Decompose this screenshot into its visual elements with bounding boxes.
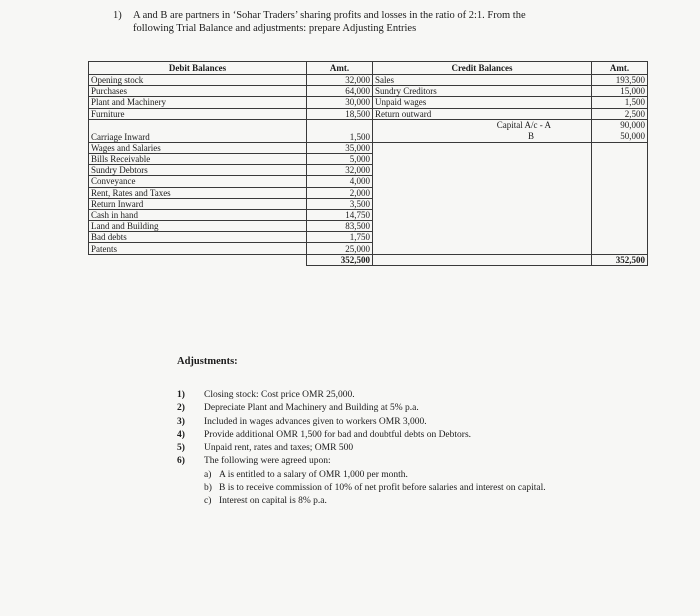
capital-a-label: Capital A/c - A bbox=[496, 119, 551, 130]
table-row bbox=[89, 153, 648, 164]
list-item bbox=[177, 429, 607, 442]
item-number: 6) bbox=[177, 456, 185, 467]
table-row bbox=[89, 97, 648, 108]
debit-label: Plant and Machinery bbox=[89, 97, 307, 108]
item-number: 4) bbox=[177, 429, 185, 440]
table-row bbox=[89, 86, 648, 97]
table-row bbox=[89, 187, 648, 198]
item-number: 5) bbox=[177, 443, 185, 454]
debit-amount: 3,500 bbox=[307, 198, 373, 209]
question-line-1: A and B are partners in ‘Sohar Traders’ sharing profits and losses in the ratio of 2:1. From the bbox=[133, 10, 526, 21]
table-header-row bbox=[89, 62, 648, 75]
table-row bbox=[89, 221, 648, 232]
debit-amount: 5,000 bbox=[307, 153, 373, 164]
debit-label: Opening stock bbox=[89, 75, 307, 86]
credit-amount-header: Amt. bbox=[592, 62, 648, 75]
capital-b-amount: 50,000 bbox=[620, 130, 645, 141]
debit-label: Bills Receivable bbox=[89, 153, 307, 164]
total-credit: 352,500 bbox=[592, 254, 648, 265]
credit-label: Return outward bbox=[373, 108, 592, 119]
debit-amount: 32,000 bbox=[307, 165, 373, 176]
adjustments-title: Adjustments: bbox=[177, 356, 238, 367]
debit-amount: 1,750 bbox=[307, 232, 373, 243]
sub-list-item bbox=[177, 469, 607, 482]
table-row bbox=[89, 176, 648, 187]
list-item bbox=[177, 442, 607, 455]
table-row bbox=[89, 243, 648, 254]
sub-item-text: A is entitled to a salary of OMR 1,000 per month. bbox=[219, 469, 408, 480]
adjustments-list bbox=[177, 389, 607, 509]
debit-amount-header: Amt. bbox=[307, 62, 373, 75]
sub-item-letter: b) bbox=[204, 483, 212, 494]
debit-label: Sundry Debtors bbox=[89, 165, 307, 176]
credit-amount: 193,500 bbox=[592, 75, 648, 86]
table-row bbox=[89, 198, 648, 209]
debit-amount: 83,500 bbox=[307, 221, 373, 232]
sub-list-item bbox=[177, 495, 607, 508]
debit-amount: 25,000 bbox=[307, 243, 373, 254]
credit-header: Credit Balances bbox=[373, 62, 592, 75]
debit-label: Wages and Salaries bbox=[89, 142, 307, 153]
debit-label: Carriage Inward bbox=[89, 119, 307, 142]
total-debit: 352,500 bbox=[307, 254, 373, 265]
table-row bbox=[89, 142, 648, 153]
item-number: 3) bbox=[177, 416, 185, 427]
debit-label: Furniture bbox=[89, 108, 307, 119]
table-row bbox=[89, 165, 648, 176]
debit-amount: 18,500 bbox=[307, 108, 373, 119]
capital-row bbox=[89, 119, 648, 142]
debit-header: Debit Balances bbox=[89, 62, 307, 75]
capital-a-amount: 90,000 bbox=[620, 119, 645, 130]
debit-amount: 4,000 bbox=[307, 176, 373, 187]
question-number: 1) bbox=[113, 10, 122, 21]
debit-amount: 64,000 bbox=[307, 86, 373, 97]
capital-amount-cell bbox=[592, 119, 648, 142]
debit-label: Bad debts bbox=[89, 232, 307, 243]
total-row bbox=[89, 254, 648, 265]
table-row bbox=[89, 232, 648, 243]
debit-amount: 30,000 bbox=[307, 97, 373, 108]
item-text: Included in wages advances given to workers OMR 3,000. bbox=[204, 416, 427, 427]
debit-amount: 32,000 bbox=[307, 75, 373, 86]
credit-amount: 2,500 bbox=[592, 108, 648, 119]
list-item bbox=[177, 389, 607, 402]
capital-b-label: B bbox=[527, 130, 534, 141]
credit-label: Unpaid wages bbox=[373, 97, 592, 108]
debit-label: Purchases bbox=[89, 86, 307, 97]
item-text: Provide additional OMR 1,500 for bad and doubtful debts on Debtors. bbox=[204, 429, 472, 440]
table-row bbox=[89, 209, 648, 220]
sub-list-item bbox=[177, 482, 607, 495]
credit-amount: 1,500 bbox=[592, 97, 648, 108]
debit-label: Conveyance bbox=[89, 176, 307, 187]
list-item bbox=[177, 402, 607, 415]
capital-label-cell bbox=[373, 119, 592, 142]
item-number: 2) bbox=[177, 403, 185, 414]
item-text: The following were agreed upon: bbox=[204, 456, 331, 467]
list-item bbox=[177, 455, 607, 468]
credit-amount: 15,000 bbox=[592, 86, 648, 97]
table-row bbox=[89, 75, 648, 86]
debit-label: Patents bbox=[89, 243, 307, 254]
item-text: Closing stock: Cost price OMR 25,000. bbox=[204, 390, 355, 400]
sub-item-text: B is to receive commission of 10% of net profit before salaries and interest on capital. bbox=[219, 483, 546, 494]
question-line-2: following Trial Balance and adjustments: prepare Adjusting Entries bbox=[133, 23, 417, 34]
trial-balance-table bbox=[88, 61, 648, 266]
sub-item-letter: c) bbox=[204, 496, 212, 507]
item-number: 1) bbox=[177, 390, 185, 400]
credit-label: Sundry Creditors bbox=[373, 86, 592, 97]
debit-label: Cash in hand bbox=[89, 209, 307, 220]
question-heading bbox=[113, 9, 633, 35]
debit-label: Land and Building bbox=[89, 221, 307, 232]
debit-amount: 14,750 bbox=[307, 209, 373, 220]
item-text: Depreciate Plant and Machinery and Building at 5% p.a. bbox=[204, 403, 419, 414]
sub-item-text: Interest on capital is 8% p.a. bbox=[219, 496, 327, 507]
debit-label: Rent, Rates and Taxes bbox=[89, 187, 307, 198]
table-row bbox=[89, 108, 648, 119]
item-text: Unpaid rent, rates and taxes; OMR 500 bbox=[204, 443, 354, 454]
credit-label: Sales bbox=[373, 75, 592, 86]
debit-amount: 2,000 bbox=[307, 187, 373, 198]
debit-label: Return Inward bbox=[89, 198, 307, 209]
sub-item-letter: a) bbox=[204, 469, 212, 480]
debit-amount: 35,000 bbox=[307, 142, 373, 153]
list-item bbox=[177, 416, 607, 429]
debit-amount: 1,500 bbox=[307, 119, 373, 142]
